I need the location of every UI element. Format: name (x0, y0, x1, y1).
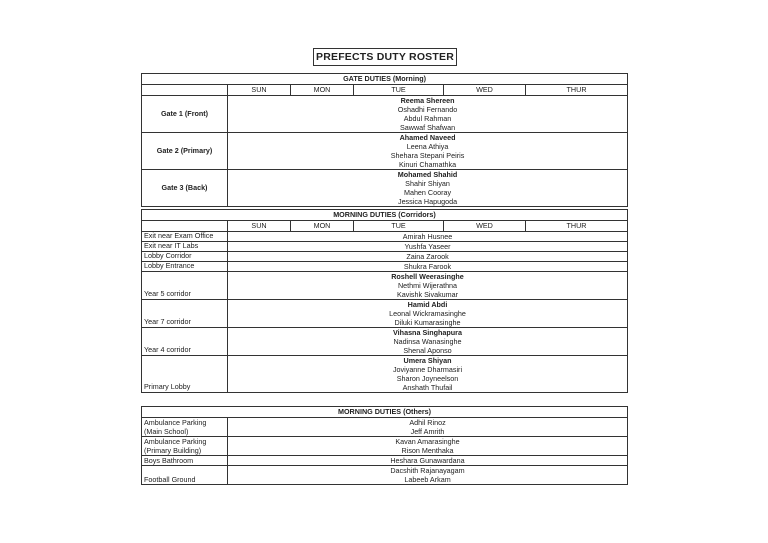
gate-day-sun: SUN (228, 85, 291, 96)
prefect-name: Kavishk Sivakumar (396, 290, 459, 299)
prefect-name: Adhil Rinoz (409, 418, 446, 427)
prefect-name: Kinuri Chamathka (398, 160, 457, 169)
corridor-row (142, 252, 628, 262)
prefect-name: Shenal Aponso (403, 346, 452, 355)
other-location-label: Boys Bathroom (142, 456, 228, 466)
prefect-name: Dacshith Rajanayagam (390, 466, 465, 475)
prefect-name: Reema Shereen (400, 96, 455, 105)
prefect-name: Roshell Weerasinghe (391, 272, 464, 281)
prefect-name: Leena Athiya (406, 142, 449, 151)
other-names-cell (228, 437, 628, 456)
gate-day-blank (142, 85, 228, 96)
corridor-row (142, 356, 628, 393)
corridor-day-tue: TUE (354, 221, 444, 232)
prefect-name: Diluki Kumarasinghe (394, 318, 461, 327)
prefect-name: Nadinsa Wanasinghe (393, 337, 462, 346)
other-names-cell (228, 466, 628, 485)
gate-row (142, 133, 628, 170)
roster-title: PREFECTS DUTY ROSTER (313, 48, 457, 66)
corridor-location-label: Year 7 corridor (142, 300, 228, 328)
prefect-name: Sawwaf Shafwan (399, 123, 456, 132)
corridor-names-cell (228, 356, 628, 393)
prefect-name: Amirah Husnee (402, 232, 453, 241)
gate-row (142, 96, 628, 133)
corridor-row (142, 232, 628, 242)
corridor-day-thur: THUR (526, 221, 628, 232)
corridor-location-label: Lobby Entrance (142, 262, 228, 272)
gate-names-cell (228, 96, 628, 133)
prefect-name: Abdul Rahman (403, 114, 452, 123)
other-duties-table (141, 406, 628, 485)
prefect-name: Oshadhi Fernando (397, 105, 458, 114)
gate-location-label: Gate 1 (Front) (142, 96, 228, 133)
corridor-row (142, 262, 628, 272)
prefect-name: Nethmi Wijerathna (397, 281, 458, 290)
prefect-name: Jessica Hapugoda (397, 197, 458, 206)
corridor-row (142, 328, 628, 356)
other-duties-heading: MORNING DUTIES (Others) (142, 407, 628, 418)
prefect-name: Jeff Amrith (410, 427, 445, 436)
other-row (142, 437, 628, 456)
corridor-names-cell (228, 328, 628, 356)
corridor-location-label: Lobby Corridor (142, 252, 228, 262)
corridor-duties-table (141, 209, 628, 393)
prefect-name: Anshath Thufail (402, 383, 453, 392)
prefect-name: Mahen Cooray (403, 188, 452, 197)
corridor-row (142, 300, 628, 328)
prefect-name: Shahir Shiyan (405, 179, 450, 188)
corridor-location-label: Exit near IT Labs (142, 242, 228, 252)
other-row (142, 418, 628, 437)
gate-names-cell (228, 170, 628, 207)
corridor-names-cell (228, 272, 628, 300)
prefect-name: Yushfa Yaseer (404, 242, 451, 251)
corridor-location-label: Primary Lobby (142, 356, 228, 393)
prefect-name: Ahamed Naveed (399, 133, 456, 142)
corridor-day-wed: WED (444, 221, 526, 232)
prefect-name: Shehara Stepani Peiris (390, 151, 465, 160)
gate-duties-heading: GATE DUTIES (Morning) (142, 74, 628, 85)
corridor-day-sun: SUN (228, 221, 291, 232)
prefect-name: Kavan Amarasinghe (395, 437, 460, 446)
gate-duties-table (141, 73, 628, 207)
other-names-cell (228, 418, 628, 437)
gate-day-mon: MON (291, 85, 354, 96)
gate-day-thur: THUR (526, 85, 628, 96)
prefect-name: Vihasna Singhapura (393, 328, 462, 337)
other-names-cell (228, 456, 628, 466)
prefect-name: Hamid Abdi (407, 300, 448, 309)
prefect-name: Shukra Farook (403, 262, 452, 271)
prefect-name: Sharon Joyneelson (396, 374, 459, 383)
other-location-label: Football Ground (142, 466, 228, 485)
gate-location-label: Gate 2 (Primary) (142, 133, 228, 170)
gate-day-wed: WED (444, 85, 526, 96)
corridor-duties-heading: MORNING DUTIES (Corridors) (142, 210, 628, 221)
prefect-name: Mohamed Shahid (397, 170, 458, 179)
corridor-row (142, 242, 628, 252)
corridor-day-mon: MON (291, 221, 354, 232)
prefect-name: Labeeb Arkam (404, 475, 451, 484)
prefect-name: Joviyanne Dharmasiri (392, 365, 463, 374)
prefect-name: Zaina Zarook (406, 252, 449, 261)
corridor-location-label: Exit near Exam Office (142, 232, 228, 242)
corridor-names-cell (228, 242, 628, 252)
gate-names-cell (228, 133, 628, 170)
corridor-location-label: Year 5 corridor (142, 272, 228, 300)
other-row (142, 456, 628, 466)
corridor-names-cell (228, 252, 628, 262)
gate-day-tue: TUE (354, 85, 444, 96)
prefect-name: Heshara Gunawardana (390, 456, 465, 465)
other-location-label: Ambulance Parking (Main School) (142, 418, 228, 437)
corridor-names-cell (228, 300, 628, 328)
prefect-name: Rison Menthaka (401, 446, 454, 455)
corridor-location-label: Year 4 corridor (142, 328, 228, 356)
corridor-names-cell (228, 232, 628, 242)
gate-location-label: Gate 3 (Back) (142, 170, 228, 207)
prefect-name: Umera Shiyan (403, 356, 452, 365)
corridor-row (142, 272, 628, 300)
prefect-name: Leonal Wickramasinghe (389, 309, 466, 318)
other-row (142, 466, 628, 485)
corridor-day-blank (142, 221, 228, 232)
corridor-names-cell (228, 262, 628, 272)
other-location-label: Ambulance Parking (Primary Building) (142, 437, 228, 456)
gate-row (142, 170, 628, 207)
